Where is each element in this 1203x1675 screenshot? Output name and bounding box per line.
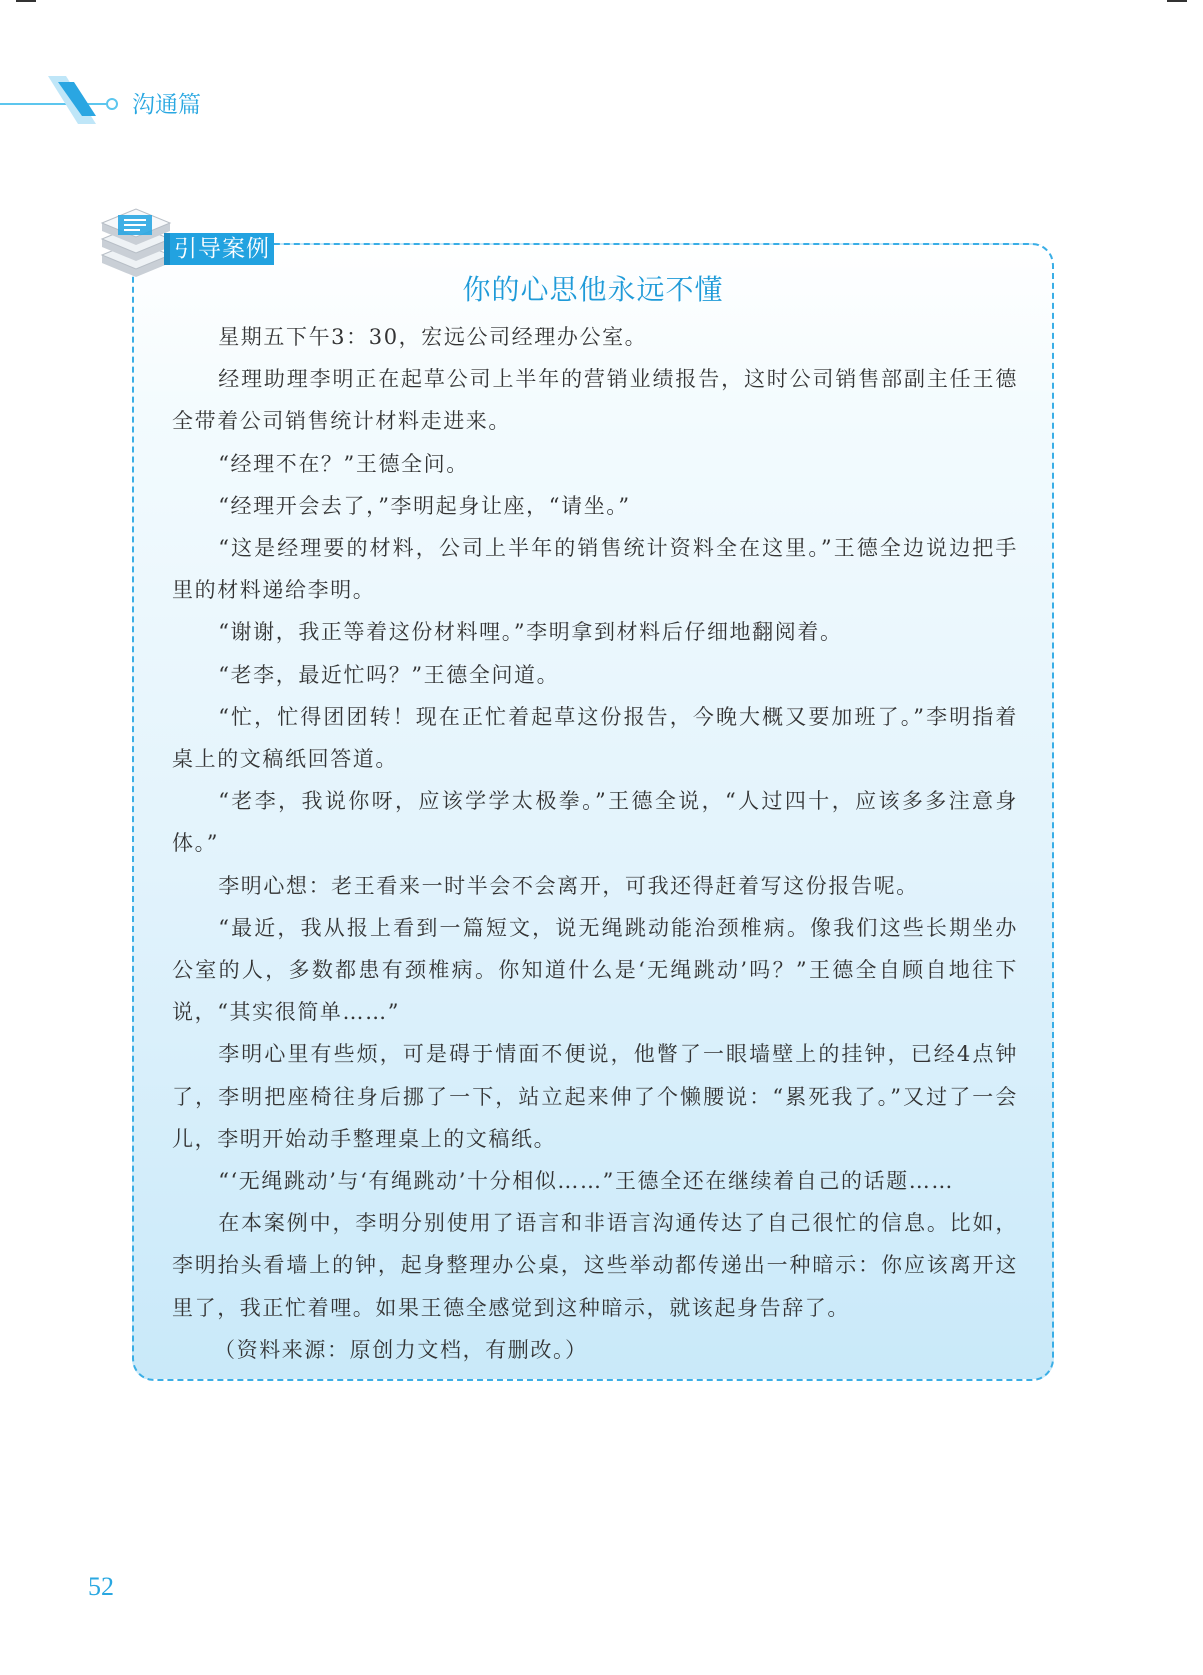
paragraph: “老李，最近忙吗？”王德全问道。 xyxy=(218,662,560,687)
paragraph: 李明心里有些烦，可是碍于情面不便说，他瞥了一眼墙壁上的挂钟，已经4点钟了，李明把座椅往身后挪了一下，站立起来伸了个懒腰说：“累死我了。”又过了一会儿，李明开始动手整理桌上的文稿纸。 xyxy=(172,1042,1018,1151)
paragraph: “经理不在？”王德全问。 xyxy=(218,451,469,476)
crop-mark-right xyxy=(1167,0,1187,2)
paragraph: 星期五下午3：30，宏远公司经理办公室。 xyxy=(218,325,648,349)
source-note: （资料来源：原创力文档，有删改。） xyxy=(214,1337,588,1362)
paragraph: 李明心想：老王看来一时半会不会离开，可我还得赶着写这份报告呢。 xyxy=(218,873,919,898)
case-badge-label: 引导案例 xyxy=(170,233,274,265)
paragraph: “忙，忙得团团转！现在正忙着起草这份报告，今晚大概又要加班了。”李明指着桌上的文稿纸回答道。 xyxy=(172,704,1018,772)
paragraph: 在本案例中，李明分别使用了语言和非语言沟通传达了自己很忙的信息。比如，李明抬头看墙上的钟，起身整理办公桌，这些举动都传递出一种暗示：你应该离开这里了，我正忙着哩。如果王德全感觉到这种暗示，就该起身告辞了。 xyxy=(172,1211,1018,1320)
chapter-dot xyxy=(106,98,118,110)
crop-mark-left xyxy=(16,0,36,2)
paragraph: “谢谢，我正等着这份材料哩。”李明拿到材料后仔细地翻阅着。 xyxy=(218,620,843,645)
paragraph: “老李，我说你呀，应该学学太极拳。”王德全说，“人过四十，应该多多注意身体。” xyxy=(172,789,1018,856)
chapter-title: 沟通篇 xyxy=(132,92,201,118)
case-badge xyxy=(96,205,286,277)
case-body xyxy=(172,316,1018,1371)
chapter-slash-decoration xyxy=(48,76,96,124)
paragraph: “最近，我从报上看到一篇短文，说无绳跳动能治颈椎病。像我们这些长期坐办公室的人，多数都患有颈椎病。你知道什么是‘无绳跳动’吗？”王德全自顾自地往下说，“其实很简单……” xyxy=(172,915,1018,1025)
page-number: 52 xyxy=(88,1572,114,1601)
paragraph: “这是经理要的材料，公司上半年的销售统计资料全在这里。”王德全边说边把手里的材料递给李明。 xyxy=(172,536,1018,603)
paragraph: 经理助理李明正在起草公司上半年的营销业绩报告，这时公司销售部副主任王德全带着公司销售统计材料走进来。 xyxy=(172,367,1018,434)
chapter-header xyxy=(0,74,260,134)
paragraph: “‘无绳跳动’与‘有绳跳动’十分相似……”王德全还在继续着自己的话题…… xyxy=(218,1169,954,1194)
case-title: 你的心思他永远不懂 xyxy=(462,273,724,306)
paragraph: “经理开会去了，”李明起身让座，“请坐。” xyxy=(218,493,631,518)
